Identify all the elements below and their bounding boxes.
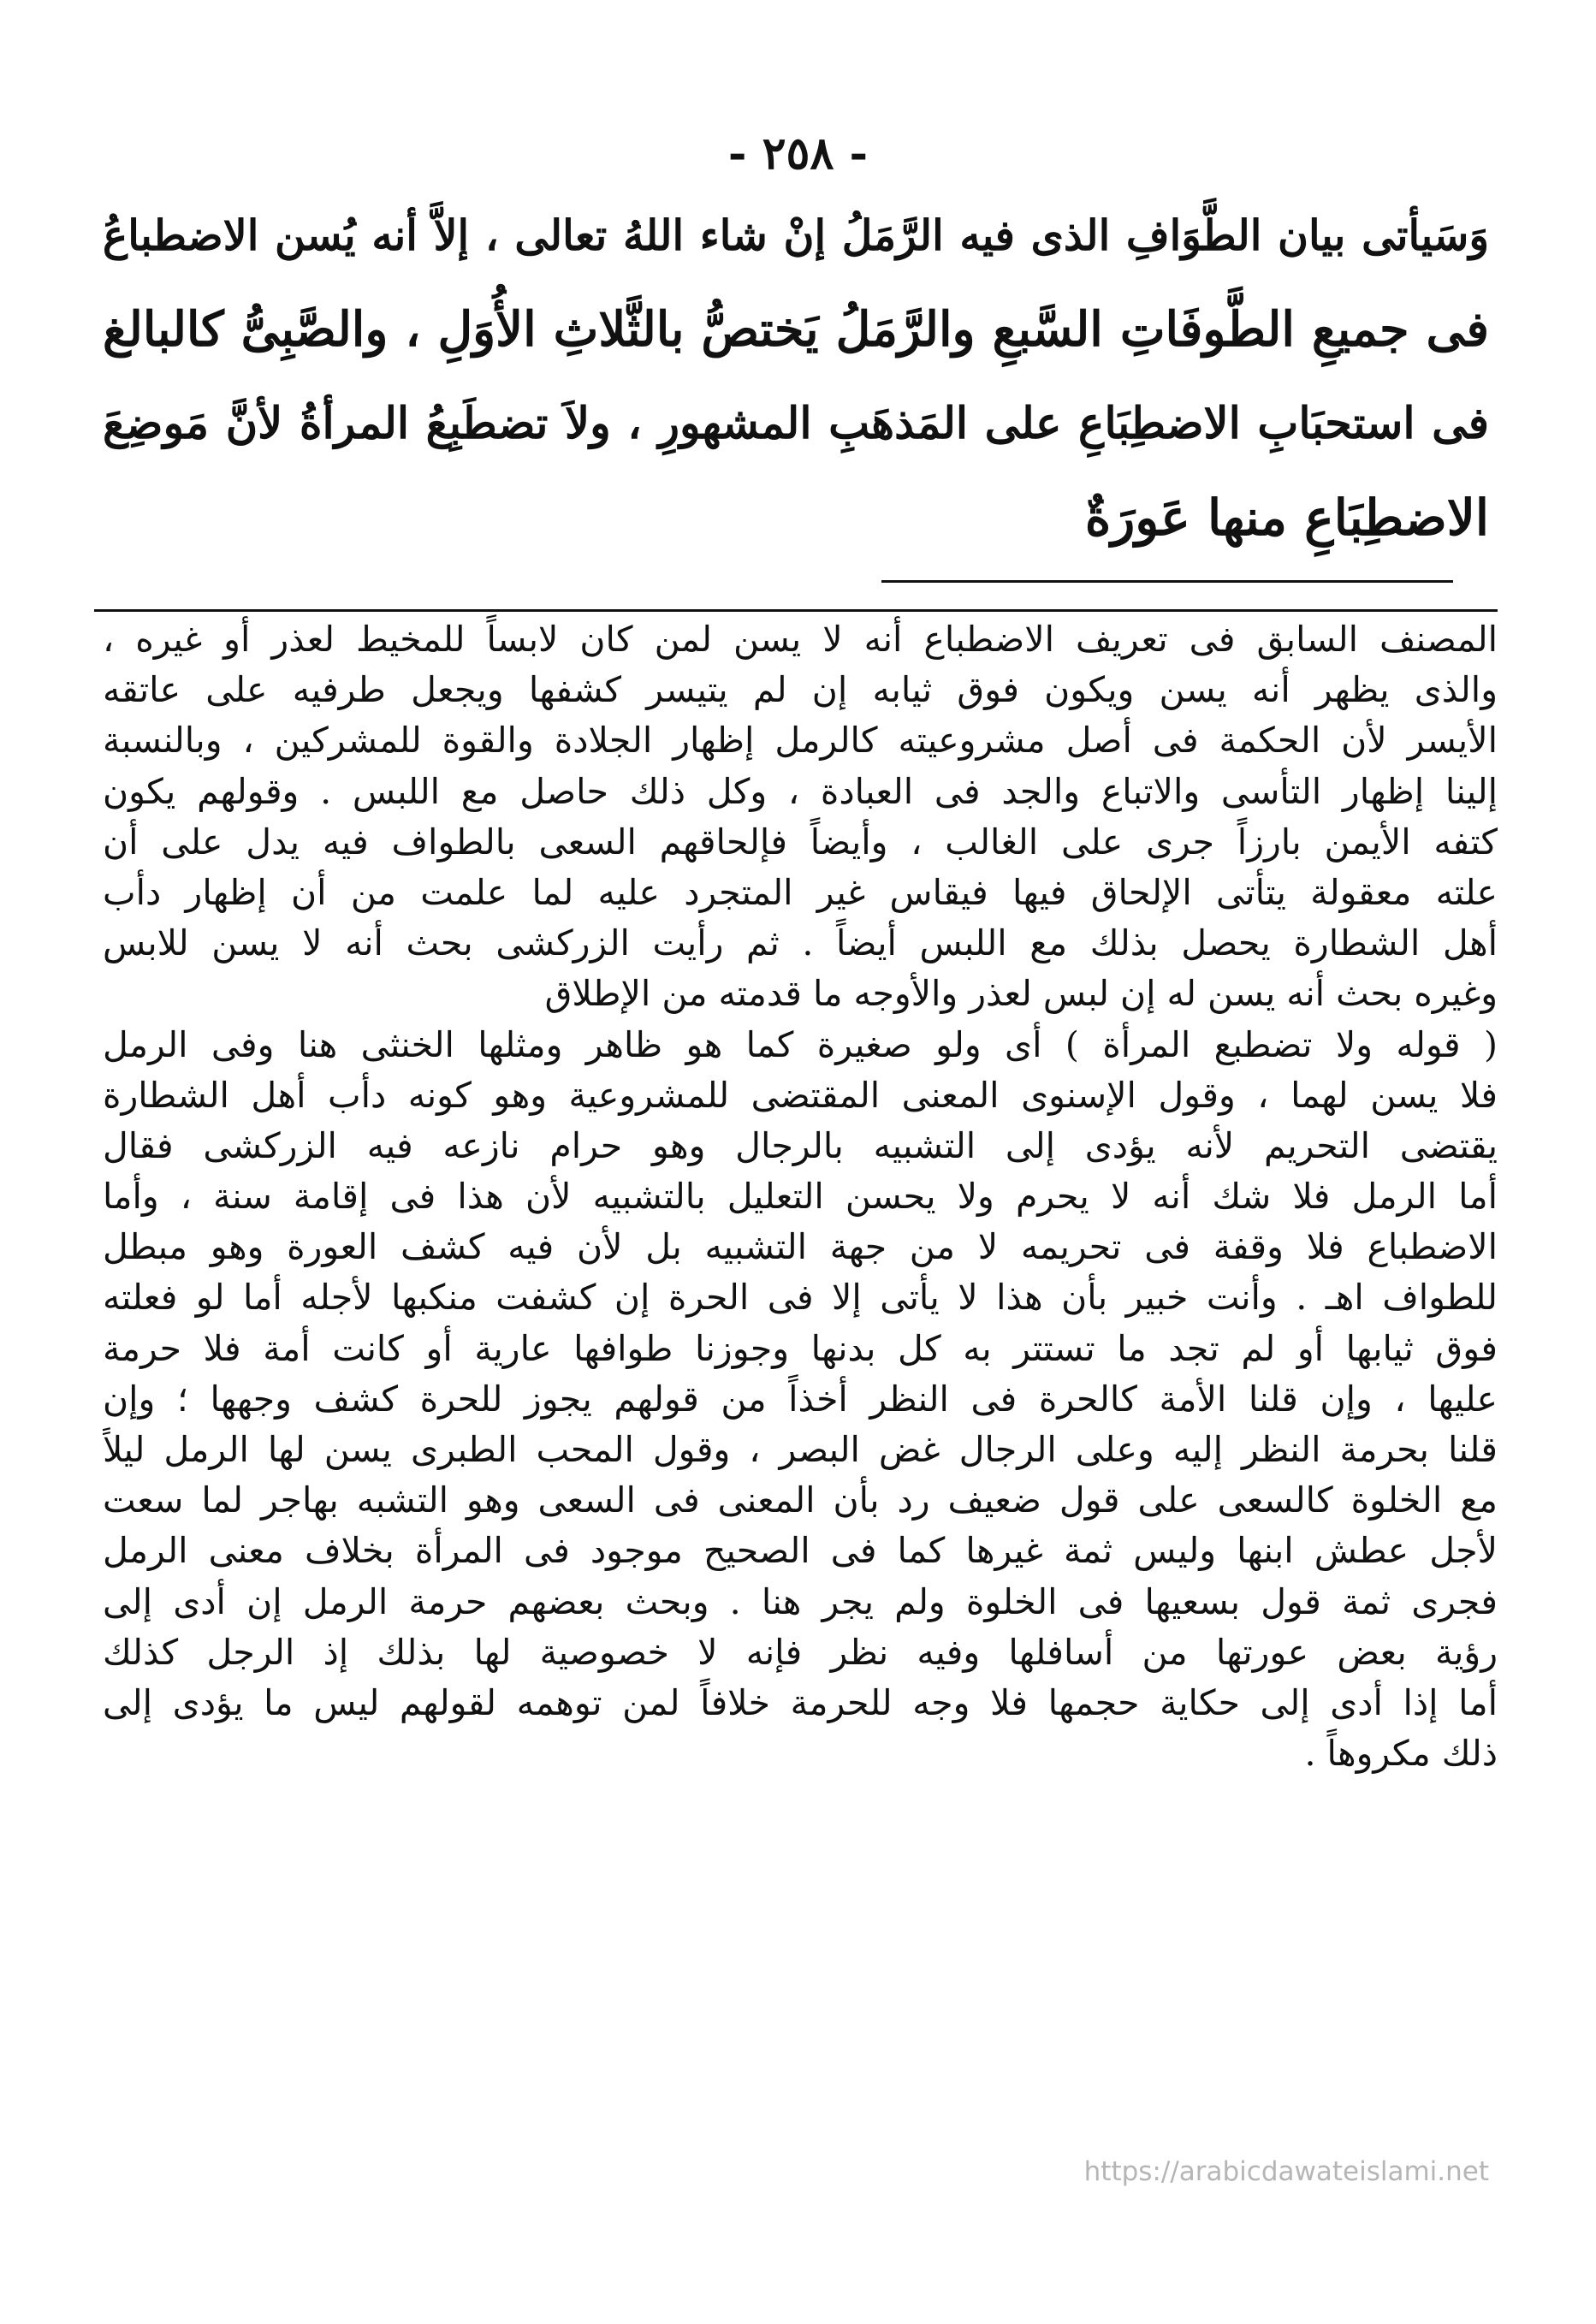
main-text-line: فى استحبَابِ الاضطِبَاعِ على المَذهَبِ المشهورِ ، ولاَ تضطَبِعُ المرأةُ لأنَّ مَوضِعَ <box>103 398 1489 449</box>
commentary-line: قلنا بحرمة النظر إليه وعلى الرجال غض البصر ، وقول المحب الطبرى يسن لها الرمل ليلاً <box>103 1429 1498 1470</box>
commentary <box>103 614 1498 1779</box>
divider-long <box>94 609 1498 612</box>
commentary-line: لأجل عطش ابنها وليس ثمة غيرها كما فى الصحيح موجود فى المرأة بخلاف معنى الرمل <box>103 1530 1498 1572</box>
main-text-line: الاضطِبَاعِ منها عَورَةٌ <box>1084 489 1489 547</box>
main-text-line: فى جميعِ الطَّوفَاتِ السَّبعِ والرَّمَلُ يَختصُّ بالثَّلاثِ الأُوَلِ ، والصَّبِىُّ كالبالغ <box>103 301 1489 358</box>
commentary-line: مع الخلوة كالسعى على قول ضعيف رد بأن المعنى فى السعى وهو التشبه بهاجر لما سعت <box>103 1479 1498 1521</box>
commentary-line: أما الرمل فلا شك أنه لا يحرم ولا يحسن التعليل بالتشبيه لأن هذا فى إقامة سنة ، وأما <box>103 1176 1498 1218</box>
commentary-line: الأيسر لأن الحكمة فى أصل مشروعيته كالرمل إظهار الجلادة والقوة للمشركين ، وبالنسبة <box>103 720 1498 762</box>
commentary-line: ذلك مكروهاً . <box>1304 1733 1498 1775</box>
commentary-line: يقتضى التحريم لأنه يؤدى إلى التشبيه بالرجال وهو حرام نازعه فيه الزركشى فقال <box>103 1124 1498 1166</box>
page-number: - ٢٥٨ - <box>727 127 869 180</box>
commentary-line: ( قوله ولا تضطبع المرأة ) أى ولو صغيرة كما هو ظاهر ومثلها الخنثى هنا وفى الرمل <box>103 1023 1498 1065</box>
main-text <box>103 188 1489 565</box>
commentary-line: فجرى ثمة قول بسعيها فى الخلوة ولم يجر هنا . وبحث بعضهم حرمة الرمل إن أدى إلى <box>103 1580 1498 1622</box>
commentary-line: إلينا إظهار التأسى والاتباع والجد فى العبادة ، وكل ذلك حاصل مع اللبس . وقولهم يكون <box>103 770 1498 812</box>
commentary-line: الاضطباع فلا وقفة فى تحريمه لا من جهة التشبيه بل لأن فيه كشف العورة وهو مبطل <box>103 1226 1498 1268</box>
commentary-line: أهل الشطارة يحصل بذلك مع اللبس أيضاً . ثم رأيت الزركشى بحث أنه لا يسن للابس <box>103 922 1498 964</box>
commentary-line: رؤية بعض عورتها من أسافلها وفيه نظر فإنه لا خصوصية لها بذلك إذ الرجل كذلك <box>103 1631 1498 1673</box>
commentary-line: علته معقولة يتأتى الإلحاق فيها فيقاس غير المتجرد عليه لما علمت من أن إظهار دأب <box>103 871 1498 913</box>
commentary-line: فوق ثيابها أو لم تجد ما تستتر به كل بدنها وجوزنا طوافها عارية أو كانت أمة فلا حرمة <box>103 1327 1498 1369</box>
commentary-line: المصنف السابق فى تعريف الاضطباع أنه لا يسن لمن كان لابساً للمخيط لعذر أو غيره ، <box>103 619 1498 660</box>
commentary-line: كتفه الأيمن بارزاً جرى على الغالب ، وأيضاً فإلحاقهم السعى بالطواف فيه يدل على أن <box>103 821 1498 863</box>
commentary-line: وغيره بحث أنه يسن له إن لبس لعذر والأوجه ما قدمته من الإطلاق <box>544 973 1498 1015</box>
commentary-line: فلا يسن لهما ، وقول الإسنوى المعنى المقتضى للمشروعية وهو كونه دأب أهل الشطارة <box>103 1074 1498 1116</box>
watermark-url: https://arabicdawateislami.net <box>1083 2156 1489 2187</box>
commentary-line: أما إذا أدى إلى حكاية حجمها فلا وجه للحرمة خلافاً لمن توهمه لقولهم ليس ما يؤدى إلى <box>103 1681 1498 1723</box>
commentary-line: عليها ، وإن قلنا الأمة كالحرة فى النظر أخذاً من قولهم يجوز للحرة كشف وجهها ؛ وإن <box>103 1378 1498 1420</box>
divider-short <box>881 580 1453 583</box>
main-text-line: وَسَيأتى بيان الطَّوَافِ الذى فيه الرَّمَلُ إنْ شاء اللهُ تعالى ، إلاَّ أنه يُسن الاضطباعُ <box>103 210 1489 260</box>
commentary-line: للطواف اهـ . وأنت خبير بأن هذا لا يأتى إلا فى الحرة إن كشفت منكبها لأجله أما لو فعلته <box>103 1277 1498 1319</box>
commentary-line: والذى يظهر أنه يسن ويكون فوق ثيابه إن لم يتيسر كشفها ويجعل طرفيه على عاتقه <box>103 669 1498 711</box>
